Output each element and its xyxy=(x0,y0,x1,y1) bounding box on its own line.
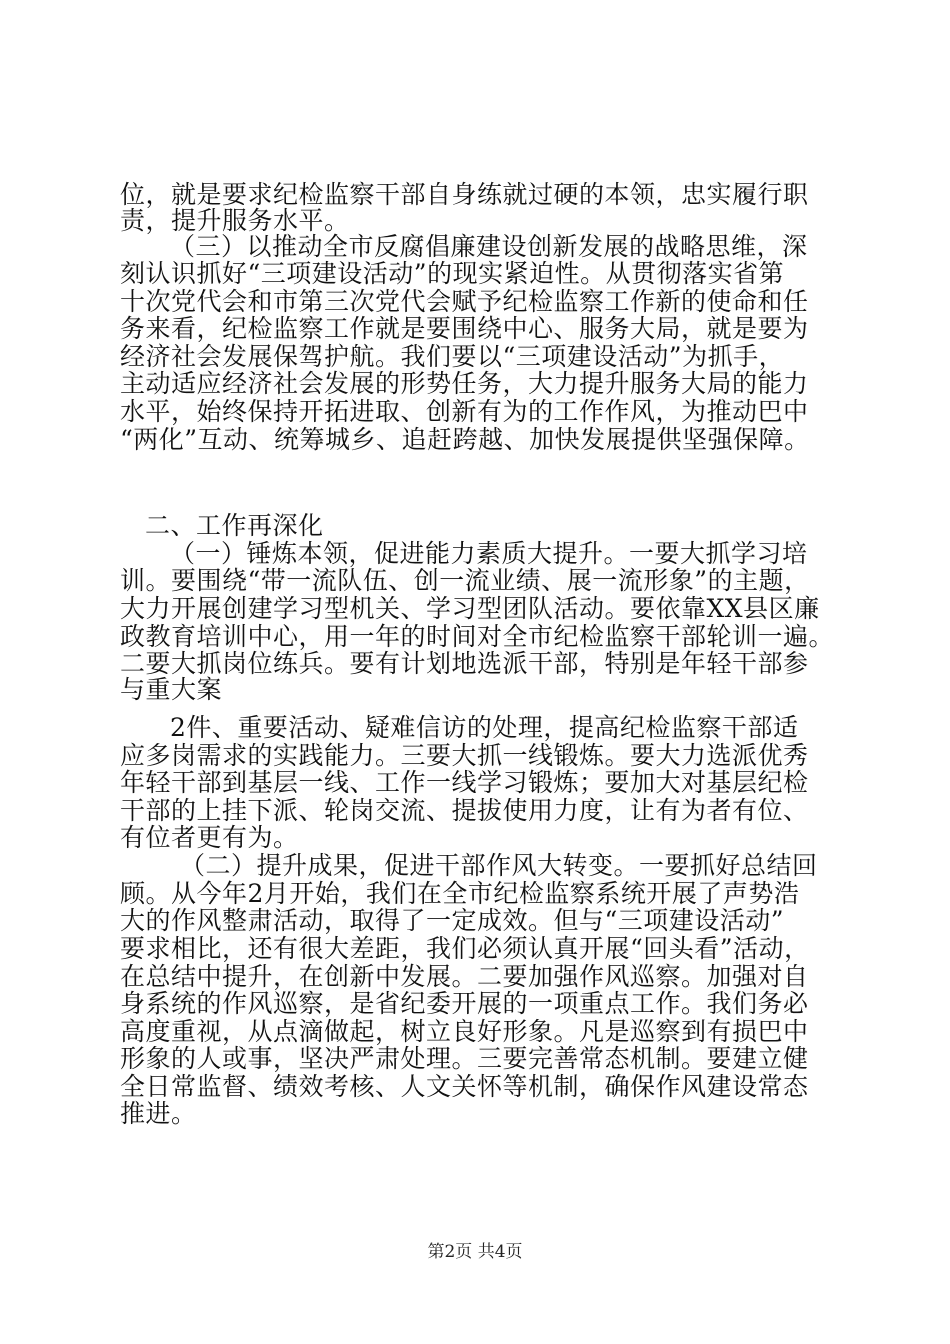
text-line: 高度重视，从点滴做起，树立良好形象。凡是巡察到有损巴中 xyxy=(120,1017,809,1046)
text-line: 主动适应经济社会发展的形势任务，大力提升服务大局的能力 xyxy=(120,369,809,398)
text-line: 务来看，纪检监察工作就是要围绕中心、服务大局，就是要为 xyxy=(120,314,809,343)
section-heading: 二、工作再深化 xyxy=(145,511,324,540)
text-line: 十次党代会和市第三次党代会赋予纪检监察工作新的使命和任 xyxy=(120,287,809,316)
text-line: 政教育培训中心，用一年的时间对全市纪检监察干部轮训一遍。 xyxy=(120,622,835,651)
text-line: 2件、重要活动、疑难信访的处理，提高纪检监察干部适 xyxy=(170,713,799,742)
text-line: 刻认识抓好“三项建设活动”的现实紧迫性。从贯彻落实省第 xyxy=(120,259,785,288)
text-line: 大的作风整肃活动，取得了一定成效。但与“三项建设活动” xyxy=(120,906,785,935)
text-line: 年轻干部到基层一线、工作一线学习锻炼；要加大对基层纪检 xyxy=(120,768,809,797)
text-line: 训。要围绕“带一流队伍、创一流业绩、展一流形象”的主题， xyxy=(120,566,810,595)
text-line: 水平，始终保持开拓进取、创新有为的工作作风，为推动巴中 xyxy=(120,397,809,426)
text-line: 全日常监督、绩效考核、人文关怀等机制，确保作风建设常态 xyxy=(120,1072,809,1101)
text-line: 有位者更有为。 xyxy=(120,823,299,852)
text-line: （一）锤炼本领，促进能力素质大提升。一要大抓学习培 xyxy=(170,539,808,568)
text-line: “两化”互动、统筹城乡、追赶跨越、加快发展提供坚强保障。 xyxy=(120,425,810,454)
text-line: （三）以推动全市反腐倡廉建设创新发展的战略思维，深 xyxy=(170,232,808,261)
text-line: 经济社会发展保驾护航。我们要以“三项建设活动”为抓手， xyxy=(120,342,785,371)
text-line: 形象的人或事，坚决严肃处理。三要完善常态机制。要建立健 xyxy=(120,1044,809,1073)
text-line: 与重大案 xyxy=(120,675,223,704)
text-line: 位，就是要求纪检监察干部自身练就过硬的本领，忠实履行职 xyxy=(120,180,809,209)
text-line: 顾。从今年2月开始，我们在全市纪检监察系统开展了声势浩 xyxy=(120,879,800,908)
text-line: 身系统的作风巡察，是省纪委开展的一项重点工作。我们务必 xyxy=(120,989,809,1018)
text-line: 大力开展创建学习型机关、学习型团队活动。要依靠XX县区廉 xyxy=(120,594,820,623)
text-line: 推进。 xyxy=(120,1099,197,1128)
text-line: 要求相比，还有很大差距，我们必须认真开展“回头看”活动， xyxy=(120,934,810,963)
text-line: 应多岗需求的实践能力。三要大抓一线锻炼。要大力选派优秀 xyxy=(120,741,809,770)
text-line: 责，提升服务水平。 xyxy=(120,206,350,235)
text-line: （二）提升成果，促进干部作风大转变。一要抓好总结回 xyxy=(180,851,818,880)
page-footer: 第2页 共4页 xyxy=(427,1242,523,1262)
text-line: 二要大抓岗位练兵。要有计划地选派干部，特别是年轻干部参 xyxy=(120,649,809,678)
text-line: 干部的上挂下派、轮岗交流、提拔使用力度，让有为者有位、 xyxy=(120,796,809,825)
text-line: 在总结中提升，在创新中发展。二要加强作风巡察。加强对自 xyxy=(120,962,809,991)
